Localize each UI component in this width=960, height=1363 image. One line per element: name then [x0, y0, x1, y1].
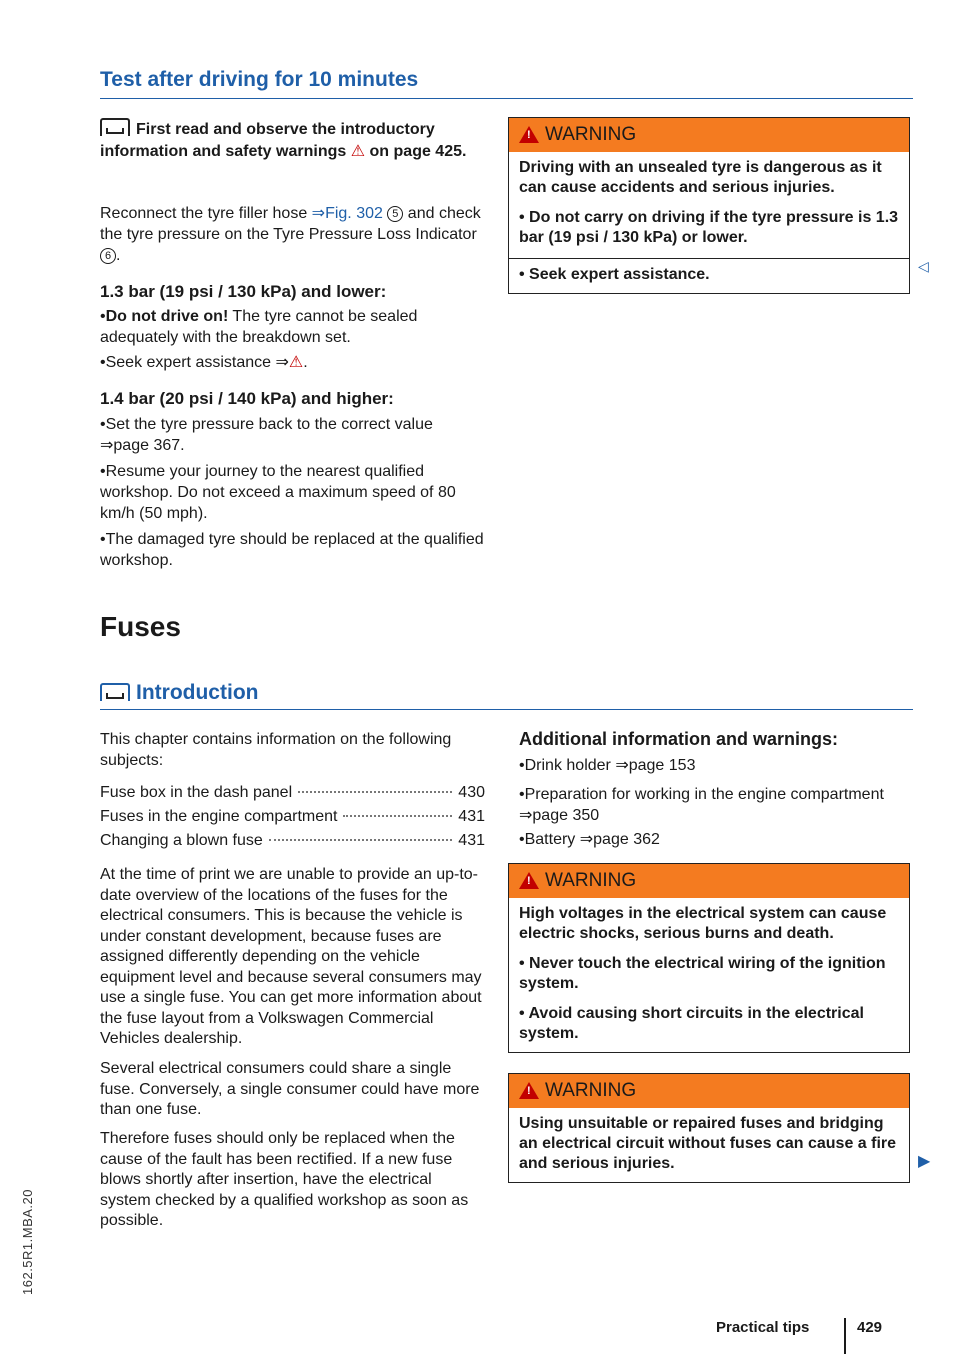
intro-note [100, 118, 485, 163]
warning-body [509, 1108, 909, 1182]
warning-label: WARNING [545, 124, 637, 145]
do-not-drive-label: Do not drive on! [105, 308, 229, 325]
book-icon [100, 118, 130, 136]
callout-6: 6 [100, 248, 116, 264]
introduction-title [100, 683, 258, 703]
reconnect-text-1: Reconnect the tyre filler hose [100, 205, 308, 222]
fuses-paragraph-1: At the time of print we are unable to provide an up-to-date overview of the locations of the fuses for the electrical consumers. This is because the vehicle is under constant development, because fuses are assigned differently depending on the vehicle equipment level and because several consumers may use a single fuse. You can get more information about the fuse layout from a Volkswagen Commercial Vehicles dealership. [100, 866, 482, 1047]
introduction-rule [100, 709, 913, 710]
high-pressure-heading: 1.4 bar (20 psi / 140 kPa) and higher: [100, 389, 394, 408]
chapter-intro: This chapter contains information on the following subjects: [100, 731, 452, 769]
warning-lead: High voltages in the electrical system can cause electric shocks, serious burns and death. [519, 905, 887, 942]
callout-5: 5 [387, 206, 403, 222]
warning-bullet-text: Never touch the electrical wiring of the ignition system. [519, 955, 886, 992]
warning-bullet-text: Seek expert assistance. [529, 266, 710, 283]
low-pressure-bullet-2: •Seek expert assistance ⇒⚠. [100, 354, 308, 371]
continue-marker-icon: ▶ [918, 1153, 931, 1170]
reconnect-paragraph [100, 203, 485, 266]
warning-box-unsealed-tyre [508, 117, 910, 294]
additional-b2-text: Preparation for working in the engine compartment [524, 786, 884, 803]
toc-page: 430 [458, 784, 485, 801]
additional-b3-text: Battery [524, 831, 576, 848]
warning-lead: Driving with an unsealed tyre is dangerous as it can cause accidents and serious injuries. [519, 159, 882, 196]
fuses-paragraph-3: Therefore fuses should only be replaced when the cause of the fault has been rectified. If a new fuse blows shortly after insertion, have the electrical system checked by a qualified workshop as soon as possible. [100, 1130, 469, 1229]
intro-note-page-link[interactable]: page 425. [393, 143, 467, 160]
warning-body [509, 152, 909, 293]
high-pressure-b2-text: Resume your journey to the nearest qualified workshop. Do not exceed a maximum speed of 80 km/h (50 mph). [100, 463, 456, 522]
additional-info-heading: Additional information and warnings: [519, 729, 838, 749]
fuses-section-title: Fuses [100, 611, 181, 642]
high-pressure-bullet-2: •Resume your journey to the nearest qualified workshop. Do not exceed a maximum speed of 80 km/h (50 mph). [100, 463, 456, 522]
toc-title: Fuse box in the dash panel [100, 784, 293, 801]
seek-expert-end: . [303, 354, 308, 371]
chapter-toc [100, 783, 485, 855]
page-367-link[interactable]: ⇒page 367. [100, 437, 185, 454]
page-number: 429 [857, 1319, 883, 1336]
warning-box-fuses [508, 1073, 910, 1183]
warning-header [509, 864, 909, 898]
warning-triangle-icon: ⚠ [350, 143, 366, 160]
page-title: Test after driving for 10 minutes [100, 68, 419, 91]
reconnect-end: . [116, 247, 121, 264]
fuses-paragraph-2: Several electrical consumers could share a single fuse. Conversely, a single consumer could have more than one fuse. [100, 1060, 480, 1118]
toc-item[interactable] [100, 783, 485, 807]
book-icon [100, 683, 130, 701]
warning-bullet: • Seek expert assistance. [509, 258, 909, 285]
low-pressure-b1-text: The tyre cannot be sealed adequately with the breakdown set. [100, 308, 418, 346]
introduction-title-text: Introduction [136, 681, 259, 704]
warning-bullet: • Do not carry on driving if the tyre pressure is 1.3 bar (19 psi / 130 kPa) or lower. [519, 209, 899, 246]
warning-bullet: • Never touch the electrical wiring of the ignition system. [519, 955, 886, 992]
additional-bullet-1: •Drink holder ⇒page 153 [519, 757, 696, 774]
toc-title: Changing a blown fuse [100, 832, 263, 849]
intro-note-text: First read and observe the introductory information and safety warnings [100, 121, 435, 160]
reconnect-text-2: and check the tyre pressure on the Tyre Pressure Loss Indicator [100, 205, 481, 243]
warning-triangle-icon [519, 1082, 539, 1099]
footer-section: Practical tips [716, 1319, 810, 1336]
document-code: 162.5R1.MBA.20 [20, 1188, 35, 1295]
warning-lead: Using unsuitable or repaired fuses and bridging an electrical circuit without fuses can cause a fire and serious injuries. [519, 1115, 897, 1172]
warning-bullet-text: Do not carry on driving if the tyre pressure is 1.3 bar (19 psi / 130 kPa) or lower. [519, 209, 899, 246]
warning-label: WARNING [545, 1080, 637, 1101]
seek-expert-text: Seek expert assistance ⇒ [105, 354, 289, 371]
additional-bullet-3: •Battery ⇒page 362 [519, 831, 660, 848]
page-153-link[interactable]: ⇒page 153 [615, 757, 696, 774]
warning-label: WARNING [545, 870, 637, 891]
warning-bullet-text: Avoid causing short circuits in the electrical system. [519, 1005, 864, 1042]
additional-bullet-2: •Preparation for working in the engine compartment ⇒page 350 [519, 786, 884, 824]
page-350-link[interactable]: ⇒page 350 [519, 807, 600, 824]
back-marker-icon: ◁ [918, 258, 929, 274]
title-rule [100, 98, 913, 99]
warning-header [509, 118, 909, 152]
intro-note-on: on [369, 143, 390, 160]
warning-triangle-icon [519, 872, 539, 889]
fig-302-link[interactable]: ⇒Fig. 302 [311, 205, 383, 222]
toc-item[interactable] [100, 807, 485, 831]
toc-item[interactable] [100, 831, 485, 855]
page-362-link[interactable]: ⇒page 362 [579, 831, 660, 848]
warning-triangle-icon [519, 126, 539, 143]
toc-title: Fuses in the engine compartment [100, 808, 338, 825]
toc-page: 431 [458, 808, 485, 825]
low-pressure-heading: 1.3 bar (19 psi / 130 kPa) and lower: [100, 282, 387, 301]
additional-b1-text: Drink holder [524, 757, 611, 774]
warning-box-high-voltage [508, 863, 910, 1053]
warning-body [509, 898, 909, 1052]
high-pressure-b3-text: The damaged tyre should be replaced at the qualified workshop. [100, 531, 484, 569]
warning-bullet: • Avoid causing short circuits in the electrical system. [519, 1005, 864, 1042]
low-pressure-bullet-1: •Do not drive on! The tyre cannot be sealed adequately with the breakdown set. [100, 308, 418, 346]
warning-header [509, 1074, 909, 1108]
high-pressure-bullet-1: •Set the tyre pressure back to the correct value ⇒page 367. [100, 416, 433, 454]
warning-triangle-icon: ⚠ [288, 354, 304, 371]
toc-page: 431 [458, 832, 485, 849]
footer-divider [844, 1318, 846, 1354]
high-pressure-bullet-3: •The damaged tyre should be replaced at the qualified workshop. [100, 531, 484, 569]
high-pressure-b1-text: Set the tyre pressure back to the correct value [105, 416, 433, 433]
